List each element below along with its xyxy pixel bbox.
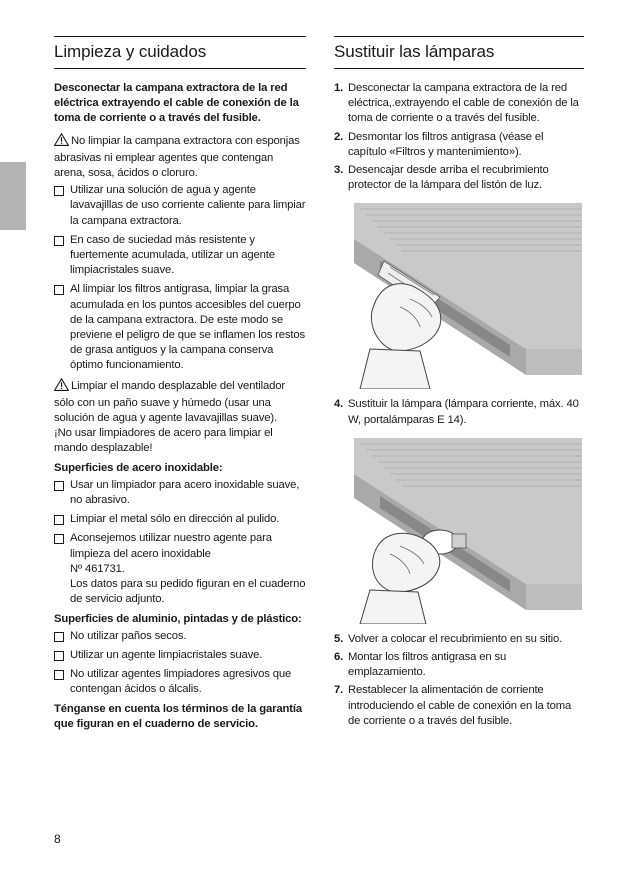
warning-triangle-icon [54, 133, 69, 151]
step-item: 3. Desencajar desde arriba el recubrimiento protector de la lámpara del listón de luz. [334, 164, 549, 192]
warning-steel-cleaners: ¡No usar limpiadores de acero para limpiar el mando desplazable! [54, 427, 273, 455]
lamp-replacement-section [334, 36, 584, 732]
lamp-cover-removal-illustration [340, 199, 582, 389]
page-number: 8 [54, 832, 61, 846]
checkbox-bullet-icon [54, 651, 64, 661]
list-item: No utilizar agentes limpiadores agresivos que contengan ácidos o álcalis. [54, 667, 306, 697]
warranty-note: Ténganse en cuenta los términos de la garantía que figuran en el cuaderno de servicio. [54, 702, 302, 730]
disconnect-intro: Desconectar la campana extractora de la red eléctrica extrayendo el cable de conexión de la toma de corriente o a través del fusible. [54, 82, 299, 125]
list-item: En caso de suciedad más resistente y fuertemente acumulada, utilizar un agente limpiacristales suave. [54, 233, 306, 279]
steps-list-2 [334, 397, 584, 427]
section-title: Limpieza y cuidados [54, 37, 306, 69]
checkbox-bullet-icon [54, 632, 64, 642]
stainless-bullet-list [54, 478, 306, 608]
checkbox-bullet-icon [54, 534, 64, 544]
warning-fan-slider [54, 378, 306, 427]
list-item: Utilizar un agente limpiacristales suave. [54, 648, 306, 663]
steps-list-3 [334, 632, 584, 729]
aluminium-bullet-list [54, 629, 306, 698]
checkbox-bullet-icon [54, 481, 64, 491]
checkbox-bullet-icon [54, 285, 64, 295]
warning-text: Limpiar el mando desplazable del ventilador sólo con un paño suave y húmedo (usar una solución de agua y agente lavavajillas suave). [54, 379, 285, 425]
warning-abrasives [54, 133, 306, 182]
cleaning-bullet-list [54, 183, 306, 373]
cleaning-section [54, 36, 306, 732]
step-item: 6. Montar los filtros antigrasa en su emplazamiento. [334, 651, 507, 679]
warning-triangle-icon [54, 378, 69, 396]
step-item: 2. Desmontar los filtros antigrasa (véase el capítulo «Filtros y mantenimiento»). [334, 130, 544, 158]
list-item: Usar un limpiador para acero inoxidable suave, no abrasivo. [54, 478, 306, 508]
checkbox-bullet-icon [54, 186, 64, 196]
aluminium-heading: Superficies de aluminio, pintadas y de plástico: [54, 612, 302, 625]
list-item: No utilizar paños secos. [54, 629, 306, 644]
list-item: Utilizar una solución de agua y agente lavavajillas de uso corriente caliente para limpiar la campana extractora. [54, 183, 306, 229]
chapter-tab-marker [0, 162, 26, 230]
list-item: Al limpiar los filtros antigrasa, limpiar la grasa acumulada en los puntos accesibles del cuerpo de la campana extractora. De este modo se previene el peligro de que se inflamen los restos de grasa antiguos y la campana conserva óptimo funcionamiento. [54, 282, 306, 373]
warning-text: No limpiar la campana extractora con esponjas abrasivas ni emplear agentes que contengan arena, sosa, ácidos o cloruro. [54, 134, 300, 180]
list-item: Aconsejemos utilizar nuestro agente para limpieza del acero inoxidable Nº 461731. Los datos para su pedido figuran en el cuaderno de servicio adjunto. [54, 531, 306, 607]
step-item: 5. Volver a colocar el recubrimiento en su sitio. [334, 632, 563, 645]
step-item: 7. Restablecer la alimentación de corriente introduciendo el cable de conexión en la toma de corriente o a través del fusible. [334, 684, 572, 727]
list-item: Limpiar el metal sólo en dirección al pulido. [54, 512, 306, 527]
checkbox-bullet-icon [54, 236, 64, 246]
section-title: Sustituir las lámparas [334, 37, 584, 69]
step-item: 1. Desconectar la campana extractora de la red eléctrica,.extrayendo el cable de conexión de la toma de corriente o a través del fusible. [334, 82, 579, 125]
steps-list-1 [334, 81, 584, 193]
checkbox-bullet-icon [54, 515, 64, 525]
stainless-steel-heading: Superficies de acero inoxidable: [54, 461, 223, 474]
step-item: 4. Sustituir la lámpara (lámpara corriente, máx. 40 W, portalámparas E 14). [334, 398, 579, 426]
lamp-replacement-illustration [340, 434, 582, 624]
checkbox-bullet-icon [54, 670, 64, 680]
